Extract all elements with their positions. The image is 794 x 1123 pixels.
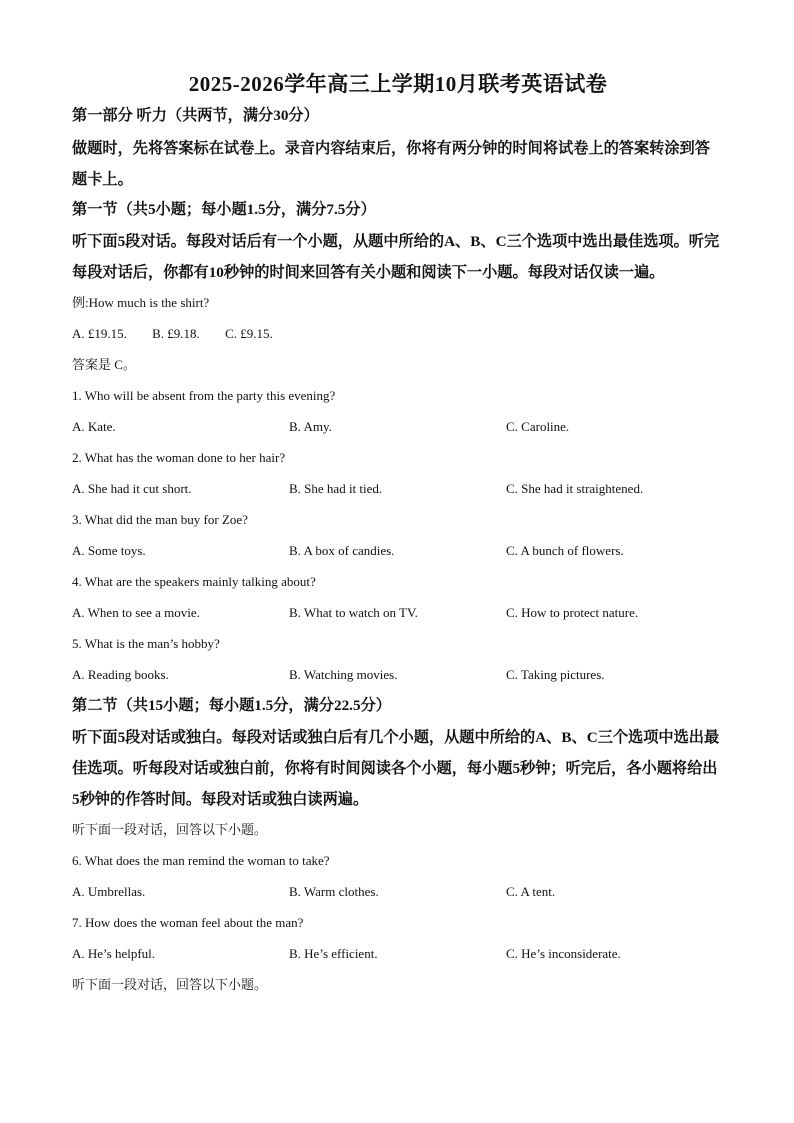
question-1-options (72, 417, 724, 437)
option-c: C. A tent. (506, 884, 556, 899)
option-c: C. She had it straightened. (506, 481, 644, 496)
question-1: 1. Who will be absent from the party this evening? (72, 388, 336, 403)
option-c: C. Taking pictures. (506, 667, 605, 682)
question-6: 6. What does the man remind the woman to take? (72, 853, 330, 868)
question-5: 5. What is the man’s hobby? (72, 636, 220, 651)
option-b: B. He’s efficient. (289, 946, 378, 961)
dialogue-prompt: 听下面一段对话，回答以下小题。 (72, 977, 268, 992)
option-b: B. What to watch on TV. (289, 605, 418, 620)
option-b: B. She had it tied. (289, 481, 383, 496)
question-5-options (72, 665, 724, 685)
example-option-b: B. £9.18. (152, 326, 200, 341)
option-a: A. Umbrellas. (72, 884, 146, 899)
example-options (72, 324, 724, 344)
option-a: A. She had it cut short. (72, 481, 192, 496)
option-c: C. How to protect nature. (506, 605, 639, 620)
option-b: B. Amy. (289, 419, 332, 434)
question-4: 4. What are the speakers mainly talking about? (72, 574, 316, 589)
option-b: B. Watching movies. (289, 667, 398, 682)
section2-heading: 第二节（共15小题；每小题1.5分，满分22.5分） (72, 697, 391, 714)
option-a: A. He’s helpful. (72, 946, 156, 961)
option-a: A. When to see a movie. (72, 605, 200, 620)
option-a: A. Reading books. (72, 667, 169, 682)
part1-intro: 做题时，先将答案标在试卷上。录音内容结束后，你将有两分钟的时间将试卷上的答案转涂到答题卡上。 (72, 140, 710, 188)
section1-heading: 第一节（共5小题；每小题1.5分，满分7.5分） (72, 201, 376, 218)
option-c: C. He’s inconsiderate. (506, 946, 621, 961)
section1-intro: 听下面5段对话。每段对话后有一个小题，从题中所给的A、B、C三个选项中选出最佳选项。听完每段对话后，你都有10秒钟的时间来回答有关小题和阅读下一小题。每段对话仅读一遍。 (72, 233, 720, 281)
question-3: 3. What did the man buy for Zoe? (72, 512, 248, 527)
part1-heading: 第一部分 听力（共两节，满分30分） (72, 107, 319, 124)
option-c: C. A bunch of flowers. (506, 543, 624, 558)
example-answer: 答案是 C。 (72, 357, 136, 372)
option-a: A. Kate. (72, 419, 116, 434)
example-question: 例:How much is the shirt? (72, 295, 210, 310)
question-4-options (72, 603, 724, 623)
question-6-options (72, 882, 724, 902)
exam-page (72, 70, 724, 1006)
question-2: 2. What has the woman done to her hair? (72, 450, 286, 465)
example-option-c: C. £9.15. (225, 326, 273, 341)
question-2-options (72, 479, 724, 499)
question-7: 7. How does the woman feel about the man? (72, 915, 304, 930)
option-a: A. Some toys. (72, 543, 146, 558)
question-3-options (72, 541, 724, 561)
option-b: B. A box of candies. (289, 543, 395, 558)
dialogue-prompt: 听下面一段对话，回答以下小题。 (72, 822, 268, 837)
exam-title: 2025-2026学年高三上学期10月联考英语试卷 (188, 72, 608, 96)
section2-intro: 听下面5段对话或独白。每段对话或独白后有几个小题，从题中所给的A、B、C三个选项中选出最佳选项。听每段对话或独白前，你将有时间阅读各个小题，每小题5秒钟；听完后，各小题将给出5秒钟的作答时间。每段对话或独白读两遍。 (72, 729, 720, 808)
option-c: C. Caroline. (506, 419, 570, 434)
question-7-options (72, 944, 724, 964)
option-b: B. Warm clothes. (289, 884, 379, 899)
example-option-a: A. £19.15. (72, 326, 127, 341)
